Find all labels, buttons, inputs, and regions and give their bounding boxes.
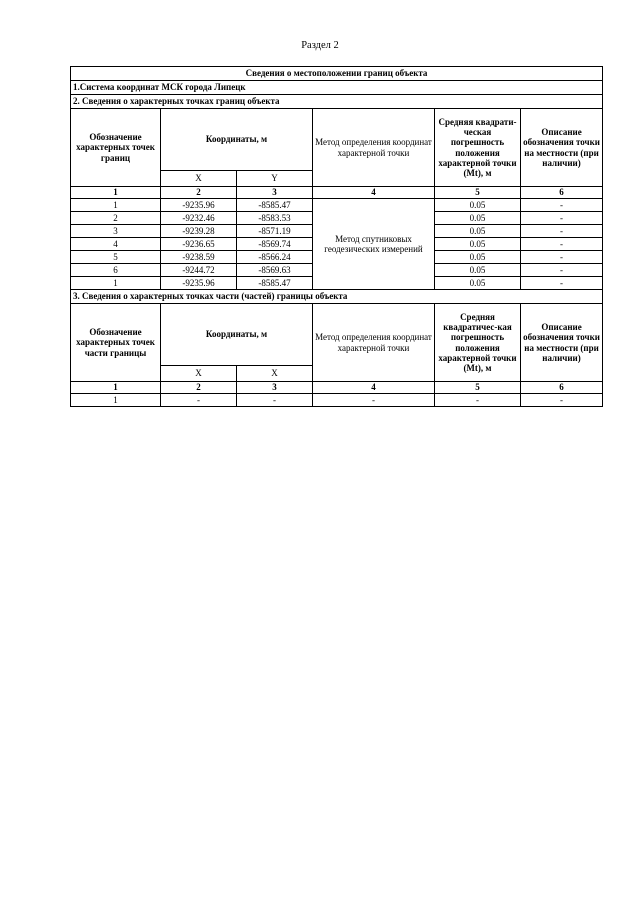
sec3-title: 3. Сведения о характерных точках части (частей) границы объекта xyxy=(71,290,603,304)
error-mt: 0.05 xyxy=(435,225,521,238)
sec3-num-1: 1 xyxy=(71,382,161,394)
coord-x: - xyxy=(161,394,237,407)
sec2-col-desc: Описание обозначения точки на местности (при наличии) xyxy=(521,109,603,187)
coord-x: -9235.96 xyxy=(161,277,237,290)
point-id: 6 xyxy=(71,264,161,277)
section-title: Раздел 2 xyxy=(301,40,339,51)
point-id: 1 xyxy=(71,277,161,290)
sec3-col-desc: Описание обозначения точки на местности (при наличии) xyxy=(521,304,603,382)
point-desc: - xyxy=(521,238,603,251)
coord-x: -9236.65 xyxy=(161,238,237,251)
sec2-col-y: Y xyxy=(237,171,313,187)
point-id: 5 xyxy=(71,251,161,264)
point-id: 1 xyxy=(71,394,161,407)
error-mt: 0.05 xyxy=(435,251,521,264)
sec3-col-error: Средняя квадратичес-кая погрешность положения характерной точки (Mt), м xyxy=(435,304,521,382)
point-desc: - xyxy=(521,212,603,225)
error-mt: 0.05 xyxy=(435,264,521,277)
point-desc: - xyxy=(521,251,603,264)
error-mt: 0.05 xyxy=(435,238,521,251)
coord-y: -8569.63 xyxy=(237,264,313,277)
coord-system: 1.Система координат МСК города Липецк xyxy=(71,81,603,95)
sec2-col-x: X xyxy=(161,171,237,187)
boundary-table xyxy=(70,66,603,407)
point-desc: - xyxy=(521,264,603,277)
point-id: 4 xyxy=(71,238,161,251)
coord-y: -8585.47 xyxy=(237,277,313,290)
sec3-col-coords: Координаты, м xyxy=(161,304,313,366)
sec3-num-6: 6 xyxy=(521,382,603,394)
sec3-col-x2: X xyxy=(237,366,313,382)
sec3-col-method: Метод определения координат характерной точки xyxy=(313,304,435,382)
point-desc: - xyxy=(521,277,603,290)
coord-y: -8566.24 xyxy=(237,251,313,264)
sec2-title: 2. Сведения о характерных точках границ объекта xyxy=(71,95,603,109)
error-mt: 0.05 xyxy=(435,277,521,290)
point-desc: - xyxy=(521,199,603,212)
block-title: Сведения о местоположении границ объекта xyxy=(71,67,603,81)
sec2-num-3: 3 xyxy=(237,187,313,199)
coord-x: -9232.46 xyxy=(161,212,237,225)
table-row xyxy=(71,199,603,212)
sec3-num-4: 4 xyxy=(313,382,435,394)
point-id: 3 xyxy=(71,225,161,238)
sec2-col-method: Метод определения координат характерной точки xyxy=(313,109,435,187)
sec2-num-4: 4 xyxy=(313,187,435,199)
sec2-col-coords: Координаты, м xyxy=(161,109,313,171)
table-row xyxy=(71,394,603,407)
coord-x: -9238.59 xyxy=(161,251,237,264)
sec3-col-x: X xyxy=(161,366,237,382)
coord-y: -8571.19 xyxy=(237,225,313,238)
sec3-col-point: Обозначение характерных точек части границы xyxy=(71,304,161,382)
sec2-num-5: 5 xyxy=(435,187,521,199)
sec2-col-error: Средняя квадрати-ческая погрешность положения характерной точки (Mt), м xyxy=(435,109,521,187)
sec2-num-2: 2 xyxy=(161,187,237,199)
error-mt: 0.05 xyxy=(435,199,521,212)
method-cell: - xyxy=(313,394,435,407)
error-mt: - xyxy=(435,394,521,407)
coord-x: -9235.96 xyxy=(161,199,237,212)
point-id: 2 xyxy=(71,212,161,225)
sec3-num-2: 2 xyxy=(161,382,237,394)
sec2-num-1: 1 xyxy=(71,187,161,199)
point-desc: - xyxy=(521,225,603,238)
coord-y: -8585.47 xyxy=(237,199,313,212)
sec2-num-6: 6 xyxy=(521,187,603,199)
point-desc: - xyxy=(521,394,603,407)
coord-x: -9239.28 xyxy=(161,225,237,238)
coord-y: - xyxy=(237,394,313,407)
sec2-col-point: Обозначение характерных точек границ xyxy=(71,109,161,187)
coord-y: -8569.74 xyxy=(237,238,313,251)
error-mt: 0.05 xyxy=(435,212,521,225)
method-cell: Метод спутниковых геодезических измерений xyxy=(313,199,435,290)
sec3-num-3: 3 xyxy=(237,382,313,394)
point-id: 1 xyxy=(71,199,161,212)
coord-x: -9244.72 xyxy=(161,264,237,277)
sec3-num-5: 5 xyxy=(435,382,521,394)
coord-y: -8583.53 xyxy=(237,212,313,225)
